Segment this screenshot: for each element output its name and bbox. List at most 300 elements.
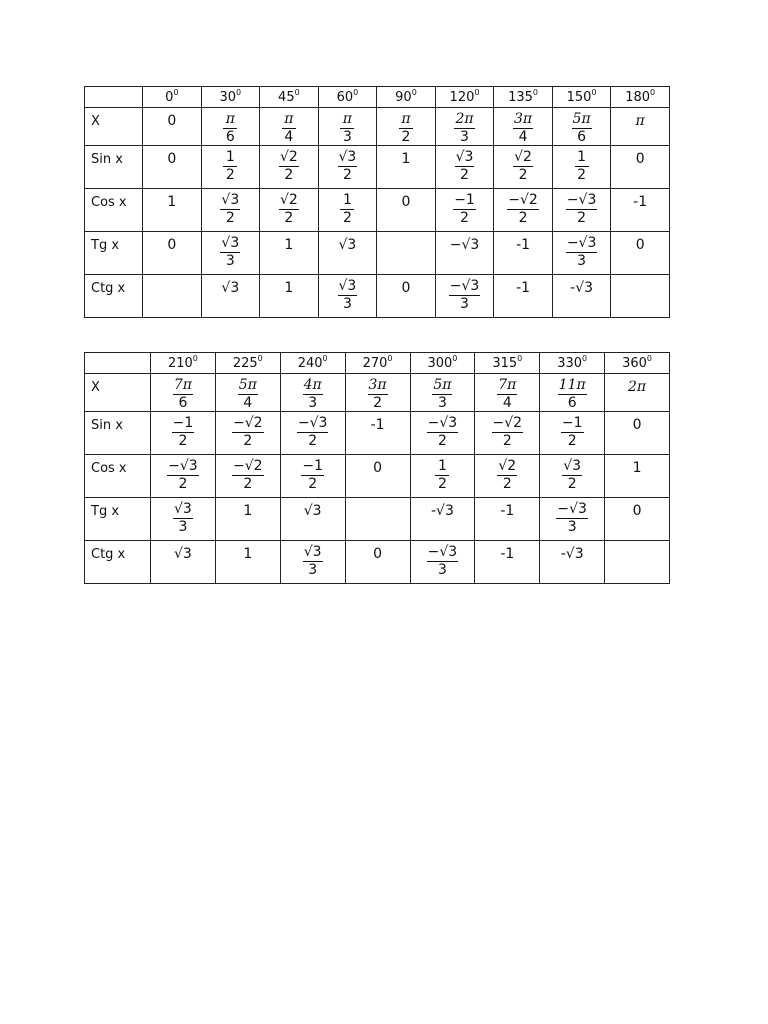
fraction-value bbox=[507, 193, 539, 226]
fraction-numerator: √3 bbox=[455, 149, 474, 165]
cell-value: √3 bbox=[303, 503, 322, 519]
fraction-numerator: 3π bbox=[368, 377, 387, 393]
fraction-denominator: 2 bbox=[460, 167, 469, 183]
cell-value: 0 bbox=[167, 151, 177, 167]
value-cell bbox=[280, 455, 345, 498]
fraction-value bbox=[232, 459, 264, 492]
fraction-numerator: √3 bbox=[221, 192, 240, 208]
value-cell bbox=[410, 498, 475, 541]
cell-value: -√3 bbox=[560, 546, 584, 562]
row-label-x: X bbox=[85, 374, 151, 412]
fraction-value bbox=[556, 502, 588, 535]
angle-degrees bbox=[278, 87, 300, 105]
fraction-denominator: 2 bbox=[437, 433, 447, 449]
fraction-denominator: 2 bbox=[567, 433, 577, 449]
cell-value: 0 bbox=[373, 460, 383, 476]
cell-value: 1 bbox=[632, 460, 642, 476]
table-row-cos-x bbox=[85, 189, 670, 232]
fraction-value bbox=[572, 112, 592, 145]
fraction-numerator: 7π bbox=[498, 377, 517, 393]
value-cell bbox=[345, 455, 410, 498]
angle-degrees bbox=[336, 87, 359, 105]
fraction-denominator: 2 bbox=[460, 210, 469, 226]
fraction-value bbox=[279, 150, 299, 183]
cell-value: 0 bbox=[167, 113, 177, 129]
header-cell-90-0 bbox=[377, 87, 436, 108]
header-cell-135-0 bbox=[494, 87, 553, 108]
header-row bbox=[85, 353, 670, 374]
fraction-denominator: 3 bbox=[567, 519, 577, 535]
fraction-denominator: 2 bbox=[243, 433, 253, 449]
fraction-value bbox=[303, 378, 323, 411]
value-cell bbox=[260, 232, 319, 275]
fraction-numerator: −√3 bbox=[557, 501, 587, 517]
value-cell bbox=[552, 275, 611, 318]
value-cell bbox=[605, 498, 670, 541]
row-label-cos-x: Cos x bbox=[85, 189, 143, 232]
angle-degrees bbox=[395, 87, 417, 105]
fraction-numerator: 5π bbox=[433, 377, 452, 393]
fraction-value bbox=[167, 459, 199, 492]
value-cell bbox=[215, 541, 280, 584]
fraction-denominator: 3 bbox=[577, 253, 587, 269]
cell-value: 0 bbox=[167, 237, 177, 253]
value-cell bbox=[377, 232, 436, 275]
value-cell bbox=[611, 232, 670, 275]
degree-superscript: 0 bbox=[257, 353, 263, 363]
fraction-value bbox=[575, 150, 589, 183]
value-cell bbox=[215, 455, 280, 498]
value-cell bbox=[280, 412, 345, 455]
fraction-value bbox=[435, 459, 449, 492]
fraction-value bbox=[427, 545, 459, 578]
value-cell bbox=[260, 108, 319, 146]
angle-degrees bbox=[625, 87, 656, 105]
fraction-numerator: −√3 bbox=[566, 235, 597, 251]
fraction-numerator: √2 bbox=[498, 458, 517, 474]
value-cell bbox=[605, 374, 670, 412]
degree-superscript: 0 bbox=[322, 353, 328, 363]
fraction-denominator: 3 bbox=[437, 395, 447, 411]
cell-value: 1 bbox=[284, 237, 294, 253]
table-row-tg-x bbox=[85, 498, 670, 541]
angle-degrees bbox=[508, 87, 539, 105]
fraction-value bbox=[338, 279, 358, 312]
cell-value: 1 bbox=[401, 151, 411, 167]
fraction-numerator: −√2 bbox=[233, 458, 263, 474]
angle-number: 90 bbox=[395, 89, 412, 105]
fraction-denominator: 4 bbox=[518, 129, 528, 145]
degree-superscript: 0 bbox=[236, 87, 242, 97]
fraction-value bbox=[455, 150, 475, 183]
fraction-numerator: 7π bbox=[173, 377, 192, 393]
fraction-numerator: −√3 bbox=[427, 544, 458, 560]
fraction-value bbox=[427, 416, 459, 449]
cell-value: 1 bbox=[167, 194, 177, 210]
fraction-numerator: −1 bbox=[454, 192, 475, 208]
fraction-denominator: 3 bbox=[460, 129, 469, 145]
fraction-numerator: 11π bbox=[558, 377, 586, 393]
value-cell bbox=[540, 374, 605, 412]
angle-number: 270 bbox=[362, 355, 388, 371]
value-cell bbox=[377, 275, 436, 318]
table-row-sin-x bbox=[85, 412, 670, 455]
value-cell bbox=[318, 232, 377, 275]
value-cell bbox=[318, 189, 377, 232]
fraction-denominator: 3 bbox=[308, 395, 318, 411]
table-row-cos-x bbox=[85, 455, 670, 498]
header-cell-300-0 bbox=[410, 353, 475, 374]
angle-number: 300 bbox=[427, 355, 453, 371]
fraction-value bbox=[497, 459, 517, 492]
fraction-denominator: 3 bbox=[178, 519, 188, 535]
value-cell bbox=[611, 189, 670, 232]
fraction-numerator: √3 bbox=[303, 544, 322, 560]
header-row bbox=[85, 87, 670, 108]
value-cell bbox=[318, 146, 377, 189]
value-cell bbox=[540, 455, 605, 498]
angle-degrees bbox=[167, 353, 198, 371]
angle-number: 210 bbox=[167, 355, 193, 371]
value-cell bbox=[435, 232, 494, 275]
fraction-denominator: 2 bbox=[284, 210, 294, 226]
fraction-value bbox=[449, 279, 481, 312]
angle-degrees bbox=[427, 353, 458, 371]
cell-value: -1 bbox=[500, 503, 515, 519]
trig-table-1 bbox=[84, 86, 670, 318]
fraction-denominator: 2 bbox=[308, 476, 318, 492]
header-cell-360-0 bbox=[605, 353, 670, 374]
value-cell bbox=[435, 146, 494, 189]
row-label-tg-x: Tg x bbox=[85, 498, 151, 541]
fraction-value bbox=[279, 193, 299, 226]
value-cell bbox=[143, 232, 202, 275]
fraction-numerator: √2 bbox=[279, 192, 298, 208]
fraction-denominator: 2 bbox=[373, 395, 383, 411]
fraction-numerator: √3 bbox=[221, 235, 240, 251]
fraction-numerator: −1 bbox=[561, 415, 583, 431]
value-cell bbox=[201, 232, 260, 275]
fraction-denominator: 2 bbox=[342, 167, 352, 183]
fraction-value bbox=[566, 193, 598, 226]
fraction-value bbox=[513, 150, 533, 183]
fraction-numerator: π bbox=[401, 111, 411, 127]
fraction-value bbox=[282, 112, 296, 145]
fraction-numerator: π bbox=[342, 111, 352, 127]
fraction-value bbox=[303, 545, 323, 578]
fraction-numerator: −√3 bbox=[168, 458, 198, 474]
header-cell-270-0 bbox=[345, 353, 410, 374]
cell-value: -1 bbox=[370, 417, 385, 433]
degree-superscript: 0 bbox=[294, 87, 300, 97]
fraction-value bbox=[223, 112, 237, 145]
fraction-denominator: 2 bbox=[342, 210, 352, 226]
fraction-numerator: 5π bbox=[572, 111, 591, 127]
header-cell-180-0 bbox=[611, 87, 670, 108]
fraction-denominator: 3 bbox=[308, 562, 318, 578]
table-row-ctg-x bbox=[85, 541, 670, 584]
trig-table-2 bbox=[84, 352, 670, 584]
fraction-denominator: 3 bbox=[437, 562, 447, 578]
fraction-value bbox=[172, 416, 195, 449]
angle-degrees bbox=[219, 87, 242, 105]
fraction-value bbox=[368, 378, 388, 411]
cell-value: √3 bbox=[174, 546, 192, 562]
fraction-value bbox=[173, 378, 193, 411]
fraction-denominator: 2 bbox=[437, 476, 447, 492]
degree-superscript: 0 bbox=[353, 87, 359, 97]
cell-value: -1 bbox=[516, 237, 531, 253]
header-cell-120-0 bbox=[435, 87, 494, 108]
value-cell bbox=[143, 189, 202, 232]
cell-value: 0 bbox=[635, 237, 645, 253]
angle-number: 150 bbox=[566, 89, 592, 105]
value-cell bbox=[260, 146, 319, 189]
cell-value: 0 bbox=[635, 151, 645, 167]
angle-degrees bbox=[165, 87, 179, 105]
value-cell bbox=[475, 498, 540, 541]
value-cell bbox=[215, 374, 280, 412]
angle-degrees bbox=[566, 87, 597, 105]
fraction-value bbox=[561, 416, 584, 449]
fraction-numerator: 3π bbox=[514, 111, 533, 127]
cell-value: -√3 bbox=[570, 280, 594, 296]
value-cell bbox=[377, 108, 436, 146]
corner-cell bbox=[85, 353, 151, 374]
fraction-numerator: 4π bbox=[303, 377, 322, 393]
degree-superscript: 0 bbox=[474, 87, 480, 97]
value-cell bbox=[475, 374, 540, 412]
fraction-denominator: 3 bbox=[342, 296, 352, 312]
fraction-numerator: √3 bbox=[563, 458, 582, 474]
degree-superscript: 0 bbox=[532, 87, 539, 97]
fraction-numerator: √2 bbox=[279, 149, 298, 165]
fraction-denominator: 6 bbox=[567, 395, 577, 411]
fraction-value bbox=[232, 416, 264, 449]
fraction-numerator: −√3 bbox=[297, 415, 328, 431]
fraction-value bbox=[338, 150, 358, 183]
header-cell-210-0 bbox=[151, 353, 216, 374]
angle-degrees bbox=[492, 353, 523, 371]
fraction-value bbox=[220, 236, 240, 269]
value-cell bbox=[201, 108, 260, 146]
value-cell bbox=[494, 275, 553, 318]
fraction-value bbox=[301, 459, 324, 492]
value-cell bbox=[260, 189, 319, 232]
value-cell bbox=[410, 455, 475, 498]
fraction-value bbox=[297, 416, 329, 449]
fraction-numerator: π bbox=[225, 111, 235, 127]
fraction-denominator: 2 bbox=[567, 476, 577, 492]
value-cell bbox=[540, 412, 605, 455]
fraction-value bbox=[497, 378, 517, 411]
fraction-value bbox=[432, 378, 452, 411]
angle-degrees bbox=[362, 353, 393, 371]
table-row-ctg-x bbox=[85, 275, 670, 318]
fraction-numerator: −√3 bbox=[449, 278, 480, 294]
angle-number: 240 bbox=[297, 355, 323, 371]
degree-superscript: 0 bbox=[452, 353, 458, 363]
fraction-denominator: 6 bbox=[577, 129, 587, 145]
row-label-ctg-x: Ctg x bbox=[85, 275, 143, 318]
corner-cell bbox=[85, 87, 143, 108]
value-cell bbox=[143, 108, 202, 146]
cell-value: √3 bbox=[221, 280, 240, 296]
fraction-value bbox=[223, 150, 237, 183]
value-cell bbox=[475, 455, 540, 498]
degree-superscript: 0 bbox=[192, 353, 198, 363]
angle-degrees bbox=[449, 87, 480, 105]
value-cell bbox=[611, 108, 670, 146]
angle-number: 360 bbox=[622, 355, 647, 371]
value-cell bbox=[552, 146, 611, 189]
cell-value: -1 bbox=[500, 546, 515, 562]
cell-value: 1 bbox=[243, 503, 253, 519]
header-cell-315-0 bbox=[475, 353, 540, 374]
angle-degrees bbox=[622, 353, 653, 371]
fraction-numerator: 1 bbox=[577, 149, 587, 165]
angle-number: 0 bbox=[165, 89, 174, 105]
fraction-denominator: 2 bbox=[518, 167, 528, 183]
value-cell bbox=[540, 498, 605, 541]
fraction-denominator: 6 bbox=[225, 129, 235, 145]
value-cell bbox=[540, 541, 605, 584]
table-row-x bbox=[85, 108, 670, 146]
fraction-denominator: 3 bbox=[342, 129, 352, 145]
value-cell bbox=[260, 275, 319, 318]
fraction-value bbox=[492, 416, 524, 449]
header-cell-0-0 bbox=[143, 87, 202, 108]
angle-number: 30 bbox=[219, 89, 237, 105]
fraction-denominator: 2 bbox=[225, 210, 235, 226]
header-cell-330-0 bbox=[540, 353, 605, 374]
value-cell bbox=[552, 189, 611, 232]
value-cell bbox=[605, 455, 670, 498]
value-cell bbox=[410, 541, 475, 584]
value-cell bbox=[605, 412, 670, 455]
fraction-value bbox=[220, 193, 240, 226]
value-cell bbox=[280, 374, 345, 412]
fraction-denominator: 4 bbox=[284, 129, 294, 145]
fraction-denominator: 2 bbox=[243, 476, 253, 492]
value-cell bbox=[435, 275, 494, 318]
value-cell bbox=[611, 146, 670, 189]
value-cell bbox=[475, 412, 540, 455]
degree-superscript: 0 bbox=[411, 87, 417, 97]
fraction-numerator: 1 bbox=[437, 458, 447, 474]
value-cell bbox=[377, 189, 436, 232]
table-row-x bbox=[85, 374, 670, 412]
angle-degrees bbox=[297, 353, 328, 371]
fraction-numerator: √3 bbox=[338, 149, 357, 165]
degree-superscript: 0 bbox=[387, 353, 393, 363]
cell-value: -1 bbox=[633, 194, 648, 210]
fraction-numerator: √2 bbox=[514, 149, 532, 165]
value-cell bbox=[151, 455, 216, 498]
degree-superscript: 0 bbox=[517, 353, 523, 363]
fraction-denominator: 2 bbox=[178, 433, 188, 449]
fraction-denominator: 2 bbox=[502, 476, 512, 492]
fraction-numerator: 1 bbox=[225, 149, 235, 165]
fraction-numerator: −√2 bbox=[508, 192, 538, 208]
fraction-value bbox=[340, 112, 354, 145]
fraction-numerator: −√2 bbox=[233, 415, 263, 431]
value-cell bbox=[552, 108, 611, 146]
fraction-value bbox=[453, 193, 476, 226]
fraction-value bbox=[562, 459, 582, 492]
fraction-denominator: 4 bbox=[243, 395, 253, 411]
fraction-value bbox=[238, 378, 258, 411]
angle-number: 120 bbox=[449, 89, 475, 105]
value-cell bbox=[318, 108, 377, 146]
value-cell bbox=[151, 374, 216, 412]
fraction-denominator: 2 bbox=[502, 433, 512, 449]
cell-value: −√3 bbox=[449, 237, 480, 253]
fraction-denominator: 2 bbox=[178, 476, 188, 492]
fraction-numerator: π bbox=[284, 111, 294, 127]
cell-value: 0 bbox=[373, 546, 383, 562]
angle-degrees bbox=[232, 353, 263, 371]
fraction-numerator: −√3 bbox=[427, 415, 458, 431]
value-cell bbox=[143, 275, 202, 318]
angle-number: 315 bbox=[492, 355, 518, 371]
fraction-denominator: 2 bbox=[577, 167, 587, 183]
degree-superscript: 0 bbox=[646, 353, 653, 363]
fraction-value bbox=[399, 112, 413, 145]
row-label-tg-x: Tg x bbox=[85, 232, 143, 275]
cell-value: 0 bbox=[401, 280, 411, 296]
fraction-denominator: 2 bbox=[577, 210, 587, 226]
fraction-numerator: √3 bbox=[174, 501, 192, 517]
cell-value: √3 bbox=[338, 237, 357, 253]
fraction-numerator: √3 bbox=[338, 278, 357, 294]
cell-value: 1 bbox=[243, 546, 253, 562]
fraction-denominator: 3 bbox=[225, 253, 235, 269]
fraction-value bbox=[513, 112, 533, 145]
value-cell bbox=[410, 412, 475, 455]
fraction-value bbox=[558, 378, 587, 411]
value-cell bbox=[410, 374, 475, 412]
value-cell bbox=[345, 541, 410, 584]
value-cell bbox=[280, 498, 345, 541]
fraction-value bbox=[340, 193, 354, 226]
degree-superscript: 0 bbox=[591, 87, 597, 97]
value-cell bbox=[345, 412, 410, 455]
fraction-denominator: 2 bbox=[308, 433, 318, 449]
row-label-x: X bbox=[85, 108, 143, 146]
row-label-sin-x: Sin x bbox=[85, 412, 151, 455]
fraction-value bbox=[173, 502, 193, 535]
cell-value: 0 bbox=[632, 417, 642, 433]
value-cell bbox=[377, 146, 436, 189]
fraction-numerator: 2π bbox=[455, 111, 474, 127]
value-cell bbox=[494, 232, 553, 275]
value-cell bbox=[280, 541, 345, 584]
value-cell bbox=[494, 189, 553, 232]
fraction-numerator: −1 bbox=[172, 415, 194, 431]
angle-number: 60 bbox=[336, 89, 354, 105]
value-cell bbox=[318, 275, 377, 318]
fraction-denominator: 2 bbox=[284, 167, 294, 183]
value-cell bbox=[151, 541, 216, 584]
degree-superscript: 0 bbox=[650, 87, 656, 97]
cell-value: -√3 bbox=[430, 503, 454, 519]
value-cell bbox=[552, 232, 611, 275]
fraction-denominator: 2 bbox=[518, 210, 528, 226]
angle-degrees bbox=[557, 353, 588, 371]
value-cell bbox=[345, 498, 410, 541]
header-cell-30-0 bbox=[201, 87, 260, 108]
